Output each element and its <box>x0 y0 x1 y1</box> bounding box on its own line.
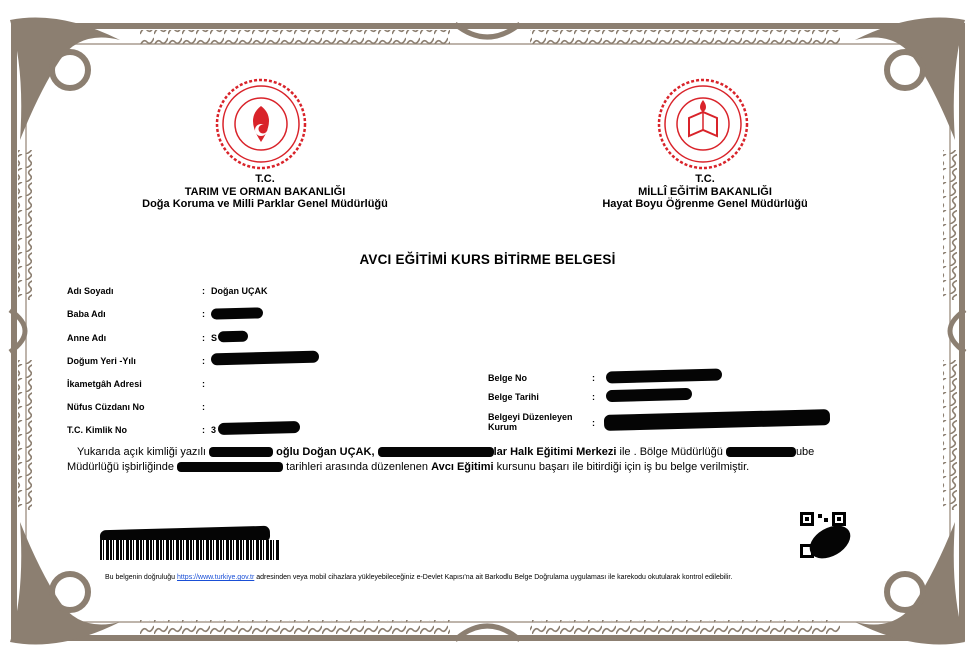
redaction-mark <box>218 331 248 343</box>
right-ministry: MİLLÎ EĞİTİM BAKANLIĞI <box>638 185 772 198</box>
redaction-mark <box>726 447 796 457</box>
verification-note <box>105 574 732 581</box>
field-label: Adı Soyadı <box>67 286 114 296</box>
left-ministry: TARIM VE ORMAN BAKANLIĞI <box>184 185 346 198</box>
body-text: oğlu Doğan UÇAK, <box>276 446 375 458</box>
body-line-2 <box>67 460 897 475</box>
certificate-title: AVCI EĞİTİMİ KURS BİTİRME BELGESİ <box>359 252 616 267</box>
body-text: ube <box>795 446 815 458</box>
body-text: lar Halk Eğitimi Merkezi <box>493 446 617 458</box>
body-text: ile . Bölge Müdürlüğü <box>616 446 723 458</box>
field-colon: : <box>202 425 205 435</box>
field-colon: : <box>202 286 205 296</box>
verification-link[interactable]: https://www.turkiye.gov.tr <box>177 574 255 581</box>
body-text: Yukarıda açık kimliği yazılı <box>77 446 206 458</box>
body-text: Avcı Eğitimi <box>431 461 494 473</box>
field-colon: : <box>202 402 205 412</box>
redaction-mark <box>606 388 692 402</box>
footer-text: adresinden veya mobil cihazlara yükleyebileceğiniz e-Devlet Kapısı'na ait Barkodlu Belge Doğrulama uygulaması ile karekodu okutularak kontrol edilebilir. <box>254 574 733 581</box>
body-line-1 <box>67 445 897 460</box>
field-label: Baba Adı <box>67 309 106 319</box>
field-value-mother: S <box>211 333 218 343</box>
body-text: Müdürlüğü işbirliğinde <box>67 461 175 473</box>
left-department: Doğa Koruma ve Milli Parklar Genel Müdürlüğü <box>142 198 388 210</box>
doc-field-label: Belgeyi Düzenleyen Kurum <box>488 412 573 432</box>
right-header <box>540 173 870 211</box>
redaction-mark <box>211 307 263 319</box>
doc-field-colon: : <box>592 418 595 428</box>
right-department: Hayat Boyu Öğrenme Genel Müdürlüğü <box>602 198 808 210</box>
redaction-mark <box>378 447 494 457</box>
field-label: İkametgâh Adresi <box>67 379 142 389</box>
left-country: T.C. <box>255 173 275 185</box>
doc-field-colon: : <box>592 392 595 402</box>
doc-field-label: Belge Tarihi <box>488 392 539 402</box>
qr-code-icon <box>800 512 858 560</box>
redaction-mark <box>218 421 300 435</box>
doc-field-label: Belge No <box>488 373 528 383</box>
certificate-body <box>67 445 897 475</box>
left-header <box>100 173 430 211</box>
field-label: Nüfus Cüzdanı No <box>67 402 145 412</box>
field-colon: : <box>202 379 205 389</box>
right-country: T.C. <box>695 173 715 185</box>
body-text: kursunu başarı ile bitirdiği için iş bu belge verilmiştir. <box>493 461 750 473</box>
field-label: Anne Adı <box>67 333 107 343</box>
field-label: Doğum Yeri -Yılı <box>67 356 136 366</box>
footer-text: Bu belgenin doğruluğu <box>105 574 178 581</box>
ministry-seal-icon <box>657 78 749 170</box>
field-colon: : <box>202 333 205 343</box>
ministry-seal-icon <box>215 78 307 170</box>
doc-field-colon: : <box>592 373 595 383</box>
field-colon: : <box>202 356 205 366</box>
barcode-icon <box>100 540 280 560</box>
field-value-name: Doğan UÇAK <box>211 286 268 296</box>
field-label: T.C. Kimlik No <box>67 425 128 435</box>
redaction-mark <box>209 447 273 457</box>
body-text: tarihleri arasında düzenlenen <box>283 461 432 473</box>
redaction-mark <box>177 462 283 472</box>
field-value-tc: 3 <box>211 425 217 435</box>
field-colon: : <box>202 309 205 319</box>
